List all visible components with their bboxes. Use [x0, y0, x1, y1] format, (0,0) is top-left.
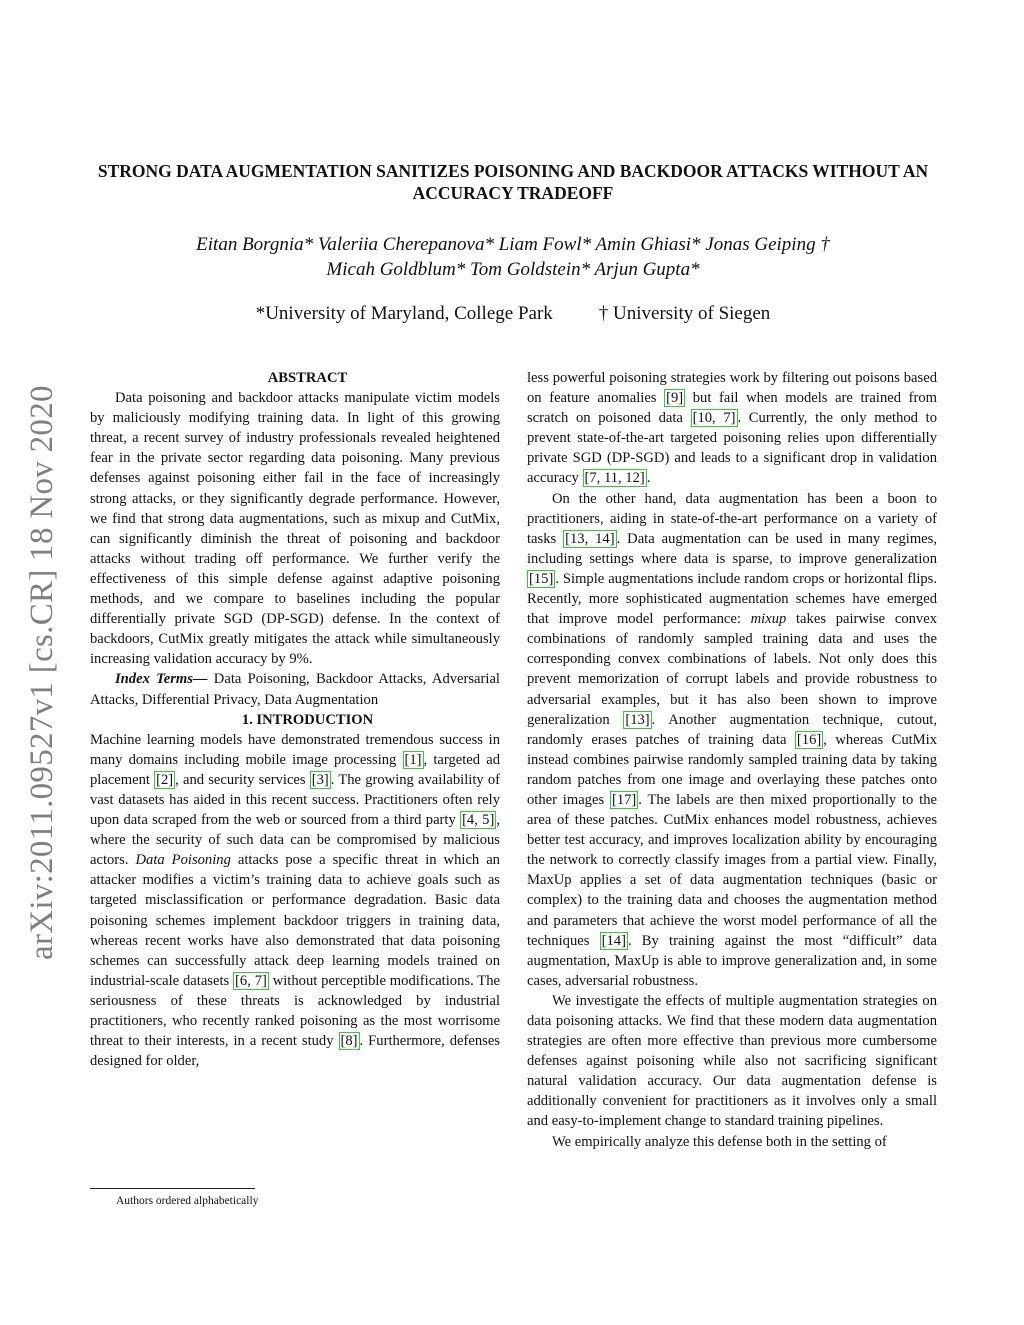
paper-title: STRONG DATA AUGMENTATION SANITIZES POISONING AND BACKDOOR ATTACKS WITHOUT AN ACCURACY TRADEOFF — [97, 161, 929, 203]
right-paragraph-4: We empirically analyze this defense both in the setting of — [552, 1133, 887, 1150]
citation-link[interactable]: [6, 7] — [235, 972, 267, 989]
citation-link[interactable]: [1] — [404, 751, 422, 768]
citation-link[interactable]: [2] — [156, 771, 174, 788]
index-terms — [90, 669, 500, 709]
right-paragraph-2: On the other hand, data augmentation has been a boon to practitioners, aiding in state-of-the-art performance on a variety of tasks [13, 14] . Data augmentation can be used in many regimes, including settings where data is sparse, to improve generalization [15] . Simple augmentations include random crops or horizontal flips. Recently, more sophisticated augmentation schemes have emerged that improve model performance: mixup takes pairwise convex combinations of randomly sampled training data and uses the corresponding convex combinations of labels. Not only does this prevent memorization of corrupt labels and provide robustness to adversarial examples, but it has also been shown to improve generalization [13] . Another augmentation technique, cutout, randomly erases patches of training data [16] , whereas CutMix instead combines pairwise randomly sampled training data by taking random patches from one image and overlaying these patches onto other images [17] . The labels are then mixed proportionally to the area of these patches. CutMix enhances model robustness, achieves better test accuracy, and improves localization ability by encouraging the network to correctly classify images from a partial view. Finally, MaxUp applies a set of data augmentation techniques (basic or complex) to the training data and chooses the augmentation method and parameters that achieve the worst model performance of all the techniques [14] . By training against the most “difficult” data augmentation, MaxUp is able to improve generalization and, in some cases, adversarial robustness. — [527, 490, 938, 989]
affiliation-siegen: † University of Siegen — [598, 303, 771, 324]
author-list — [90, 232, 936, 282]
citation-link[interactable]: [17] — [611, 791, 637, 808]
intro-paragraph-1: Machine learning models have demonstrated tremendous success in many domains including mobile image processing [1] , targeted ad placement [2] , and security services [3] . The growing availability of vast datasets has aided in this recent success. Practitioners often rely upon data scraped from the web or sourced from a third party [4, 5] , where the security of such data can be compromised by malicious actors. Data Poisoning attacks pose a specific threat in which an attacker modifies a victim’s training data to achieve goals such as targeted misclassification or performance degradation. Basic data poisoning schemes implement backdoor triggers in training data, whereas recent works have also demonstrated that data poisoning schemes can successfully attack deep learning models trained on industrial-scale datasets [6, 7] without perceptible modifications. The seriousness of these threats is acknowledged by industrial practitioners, who recently ranked poisoning as the most worrisome threat to their interests, in a recent study [8] . Furthermore, defenses designed for older, — [90, 731, 501, 1070]
citation-link[interactable]: [14] — [601, 932, 626, 949]
affiliation-maryland: *University of Maryland, College Park — [255, 303, 553, 324]
footnote: Authors ordered alphabetically — [116, 1195, 259, 1207]
citation-link[interactable]: [7, 11, 12] — [584, 470, 645, 487]
right-paragraph-3: We investigate the effects of multiple augmentation strategies on data poisoning attacks. We find that these modern data augmentation strategies are often more effective than previous more cumbersome defenses against poisoning while also not sacrificing significant natural validation accuracy. Our data augmentation defense is additionally convenient for practitioners as it involves only a small and easy-to-implement change to standard training pipelines. — [527, 992, 937, 1130]
right-column — [527, 368, 937, 1152]
citation-link[interactable]: [15] — [529, 570, 554, 587]
emphasis-data-poisoning: Data Poisoning — [135, 852, 231, 869]
footnote-rule — [90, 1188, 255, 1189]
citation-link[interactable]: [9] — [666, 390, 684, 407]
citation-link[interactable]: [13, 14] — [565, 530, 615, 547]
abstract-heading: ABSTRACT — [267, 370, 348, 386]
author-line-2: Micah Goldblum* Tom Goldstein* Arjun Gupta* — [326, 259, 700, 280]
citation-link[interactable]: [10, 7] — [692, 410, 736, 427]
introduction-heading: 1. INTRODUCTION — [241, 711, 374, 728]
index-terms-text: Data Poisoning, Backdoor Attacks, Adversarial Attacks, Differential Privacy, Data Augmentation — [90, 671, 500, 708]
index-terms-label: Index Terms— — [115, 671, 208, 688]
right-paragraph-1: less powerful poisoning strategies work by filtering out poisons based on feature anomalies [9] but fail when models are trained from scratch on poisoned data [10, 7] . Currently, the only method to prevent state-of-the-art targeted poisoning relies upon differentially private SGD (DP-SGD) and leads to a significant drop in validation accuracy [7, 11, 12] . — [527, 370, 937, 487]
abstract-text: Data poisoning and backdoor attacks manipulate victim models by maliciously modifying training data. In light of this growing threat, a recent survey of industry professionals revealed heightened fear in the private sector regarding data poisoning. Many previous defenses against poisoning either fail in the face of increasingly strong attacks, or they significantly degrade performance. However, we find that strong data augmentations, such as mixup and CutMix, can significantly diminish the threat of poisoning and backdoor attacks without trading off performance. We further verify the effectiveness of this simple defense against adaptive poisoning methods, and we compare to baselines including the popular differentially private SGD (DP-SGD) defense. In the context of backdoors, CutMix greatly mitigates the attack while simultaneously increasing validation accuracy by 9%. — [90, 390, 500, 668]
citation-link[interactable]: [13] — [625, 711, 650, 728]
author-line-1: Eitan Borgnia* Valeriia Cherepanova* Liam Fowl* Amin Ghiasi* Jonas Geiping † — [196, 234, 830, 255]
citation-link[interactable]: [3] — [311, 771, 329, 788]
citation-link[interactable]: [8] — [340, 1033, 358, 1050]
citation-link[interactable]: [4, 5] — [462, 812, 495, 829]
citation-link[interactable]: [16] — [796, 731, 822, 748]
left-column — [90, 368, 500, 1071]
arxiv-identifier: arXiv:2011.09527v1 [cs.CR] 18 Nov 2020 — [24, 385, 60, 960]
emphasis-mixup: mixup — [750, 611, 787, 628]
affiliations — [90, 302, 936, 326]
